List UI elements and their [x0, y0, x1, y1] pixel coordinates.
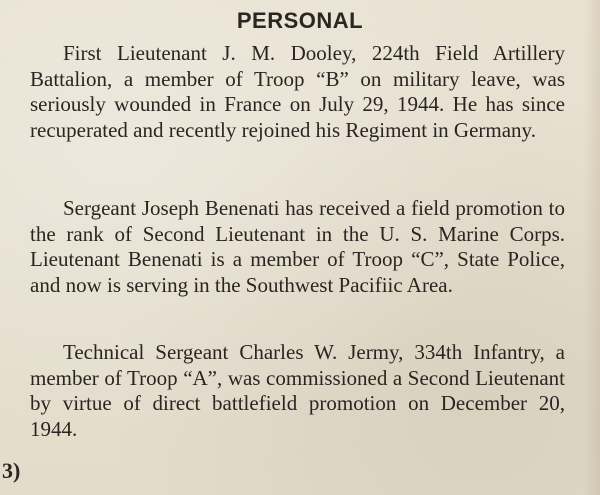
section-heading: PERSONAL [236, 8, 364, 33]
paragraph-dooley: First Lieutenant J. M. Dooley, 224th Field Artillery Battalion, a member of Troop “B” on military leave, was seriously wounded in France on July 29, 1944. He has since recuperated and recently rejoined his Regiment in Germany. [30, 41, 565, 142]
paragraph-benenati: Sergeant Joseph Benenati has received a field promotion to the rank of Second Lieutenant in the U. S. Marine Corps. Lieutenant Benenati is a member of Troop “C”, State Police, and now is serving in the Southwest Pacifiic Area. [30, 196, 565, 297]
page-number: 3) [2, 458, 21, 483]
page-edge-shadow [584, 0, 600, 495]
paragraph-jermy: Technical Sergeant Charles W. Jermy, 334th Infantry, a member of Troop “A”, was commissioned a Second Lieutenant by virtue of direct battlefield promotion on December 20, 1944. [30, 340, 565, 441]
